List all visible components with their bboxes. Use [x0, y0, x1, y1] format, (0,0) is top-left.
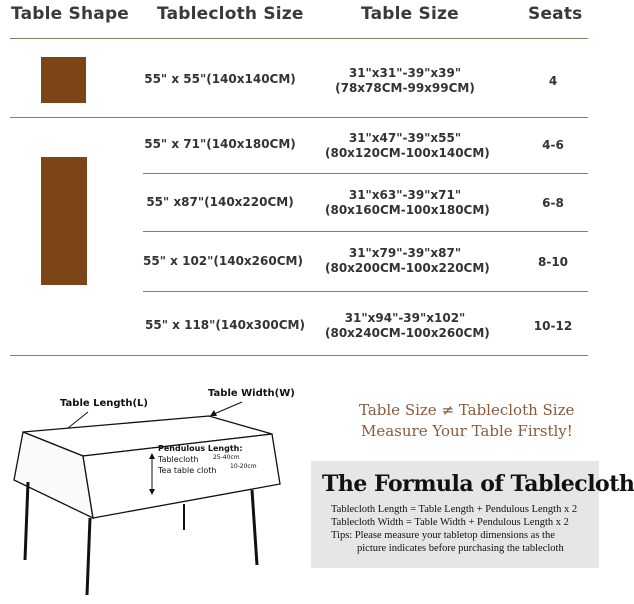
table-size-cell: 31"x47"-39"x55"	[348, 131, 462, 145]
table-width-label: Table Width(W)	[208, 388, 295, 399]
size-warning-line1: Table Size ≠ Tablecloth Size	[359, 401, 575, 419]
header-table-shape: Table Shape	[11, 4, 130, 24]
tablecloth-size-cell: 55" x 55"(140x140CM)	[144, 72, 296, 86]
seats-cell: 6-8	[542, 196, 564, 210]
size-warning-line2: Measure Your Table Firstly!	[361, 422, 573, 440]
row-divider	[143, 173, 588, 174]
row-divider	[143, 231, 588, 232]
table-size-cell: 31"x63"-39"x71"	[348, 188, 462, 202]
tablecloth-size-cell: 55" x 102"(140x260CM)	[143, 254, 303, 268]
tablecloth-diagram	[0, 380, 300, 600]
table-illustration	[0, 380, 300, 600]
tea-table-cloth-range: 10-20cm	[230, 463, 257, 470]
row-divider	[143, 291, 588, 292]
formula-title: The Formula of Tablecloth	[322, 471, 634, 497]
table-length-label: Table Length(L)	[60, 398, 148, 409]
seats-cell: 4-6	[542, 138, 564, 152]
tablecloth-size-cell: 55" x 71"(140x180CM)	[144, 137, 296, 151]
table-size-cell: 31"x79"-39"x87"	[348, 246, 462, 260]
header-tablecloth-size: Tablecloth Size	[157, 4, 304, 24]
square-table-swatch	[41, 57, 86, 103]
tablecloth-size-cell: 55" x 118"(140x300CM)	[145, 318, 305, 332]
header-seats: Seats	[528, 4, 583, 24]
header-divider	[10, 38, 588, 39]
formula-width-line: Tablecloth Width = Table Width + Pendulous Length x 2	[331, 517, 569, 528]
table-size-metric-cell: (80x200CM-100x220CM)	[325, 261, 490, 275]
seats-cell: 10-12	[533, 319, 573, 333]
formula-length-line: Tablecloth Length = Table Length + Pendulous Length x 2	[331, 504, 578, 515]
table-size-metric-cell: (78x78CM-99x99CM)	[335, 81, 475, 95]
tea-table-cloth-label: Tea table cloth	[158, 466, 217, 475]
seats-cell: 8-10	[537, 255, 569, 269]
formula-tips-line: Tips: Please measure your tabletop dimensions as the	[331, 530, 555, 541]
header-table-size: Table Size	[361, 4, 459, 24]
table-size-metric-cell: (80x120CM-100x140CM)	[325, 146, 490, 160]
tablecloth-size-cell: 55" x87"(140x220CM)	[146, 195, 294, 209]
tablecloth-pendulous-label: Tablecloth	[158, 455, 199, 464]
table-bottom-divider	[10, 355, 588, 356]
tablecloth-pendulous-range: 25-40cm	[213, 454, 240, 461]
table-size-metric-cell: (80x160CM-100x180CM)	[325, 203, 490, 217]
table-size-metric-cell: (80x240CM-100x260CM)	[325, 326, 490, 340]
row-divider	[10, 117, 588, 118]
pendulous-length-title: Pendulous Length:	[158, 444, 243, 453]
table-size-cell: 31"x94"-39"x102"	[344, 311, 466, 325]
rectangle-table-swatch	[41, 157, 87, 285]
seats-cell: 4	[548, 74, 558, 88]
table-size-cell: 31"x31"-39"x39"	[348, 66, 462, 80]
formula-tips-line2: picture indicates before purchasing the tablecloth	[357, 543, 564, 554]
